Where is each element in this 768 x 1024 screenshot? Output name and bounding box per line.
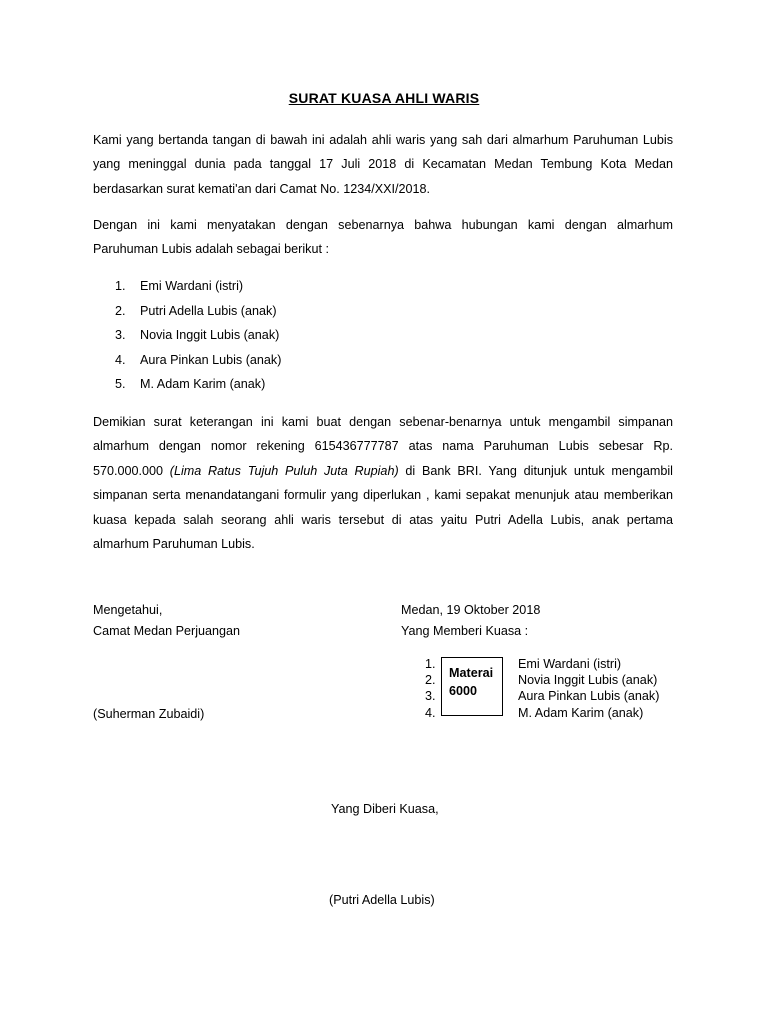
heir-name: Aura Pinkan Lubis (anak) xyxy=(140,352,282,367)
list-number: 2. xyxy=(115,303,126,318)
signer-name: Aura Pinkan Lubis (anak) xyxy=(518,689,660,703)
statement-paragraph xyxy=(93,410,673,556)
receiver-name: (Putri Adella Lubis) xyxy=(329,893,435,907)
signer-name: Emi Wardani (istri) xyxy=(518,657,622,671)
list-item xyxy=(115,372,281,397)
signer-name: Novia Inggit Lubis (anak) xyxy=(518,673,658,687)
statement-text-continued: di Bank BRI. Yang ditunjuk untuk mengambil simpanan serta menandatangani formulir yang diperlukan , kami sepakat menunjuk atau memberikan kuasa kepada salah seorang ahli waris tersebut di atas yaitu Putri Adella Lubis, anak pertama almarhum Paruhuman Lubis. xyxy=(93,463,673,552)
list-item xyxy=(115,299,281,324)
heirs-list xyxy=(115,274,281,397)
stamp-value: 6000 xyxy=(449,684,478,698)
receiver-label: Yang Diberi Kuasa, xyxy=(331,802,439,816)
signer-number: 4. xyxy=(425,706,436,720)
relationship-paragraph: Dengan ini kami menyatakan dengan sebenarnya bahwa hubungan kami dengan almarhum Paruhuman Lubis adalah sebagai berikut : xyxy=(93,218,673,257)
list-item xyxy=(115,274,281,299)
intro-paragraph: Kami yang bertanda tangan di bawah ini adalah ahli waris yang sah dari almarhum Paruhuman Lubis yang meninggal dunia pada tanggal 17 Juli 2018 di Kecamatan Medan Tembung Kota Medan berdasarkan surat kemati'an dari Camat No. 1234/XXI/2018. xyxy=(93,133,673,196)
place-date: Medan, 19 Oktober 2018 xyxy=(401,603,541,617)
list-number: 4. xyxy=(115,352,126,367)
giver-label: Yang Memberi Kuasa : xyxy=(401,624,529,638)
statement-text: Demikian surat keterangan ini kami buat dengan sebenar-benarnya untuk mengambil simpanan almarhum dengan nomor rekening 615436777787 atas nama Paruhuman Lubis sebesar Rp. 570.000.000 xyxy=(93,415,673,478)
signer-number: 3. xyxy=(425,689,436,703)
signer-number: 1. xyxy=(425,657,436,671)
known-by-label: Mengetahui, xyxy=(93,603,163,617)
official-position: Camat Medan Perjuangan xyxy=(93,624,241,638)
revenue-stamp-box xyxy=(441,657,503,716)
heir-name: Emi Wardani (istri) xyxy=(140,279,244,293)
signer-number: 2. xyxy=(425,673,436,687)
list-item xyxy=(115,348,281,373)
heir-name: Novia Inggit Lubis (anak) xyxy=(140,328,280,343)
list-number: 5. xyxy=(115,377,126,392)
amount-in-words: (Lima Ratus Tujuh Puluh Juta Rupiah) xyxy=(169,463,399,478)
list-number: 1. xyxy=(115,279,126,293)
list-item xyxy=(115,323,281,348)
heir-name: M. Adam Karim (anak) xyxy=(140,377,266,392)
heir-name: Putri Adella Lubis (anak) xyxy=(140,303,277,318)
signer-name: M. Adam Karim (anak) xyxy=(518,706,644,720)
official-name: (Suherman Zubaidi) xyxy=(93,707,205,721)
list-number: 3. xyxy=(115,328,126,343)
document-title: SURAT KUASA AHLI WARIS xyxy=(288,90,480,106)
stamp-label: Materai xyxy=(449,666,494,680)
